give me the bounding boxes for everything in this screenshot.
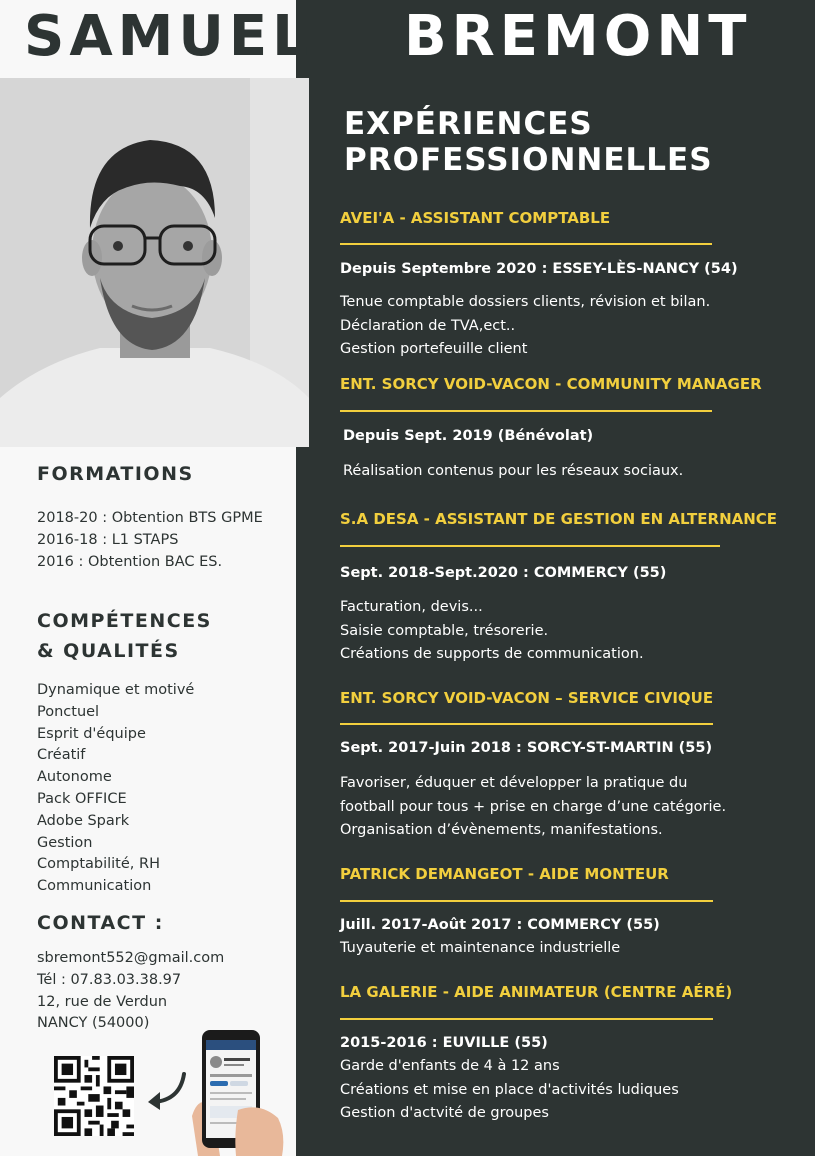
description-line: Saisie comptable, trésorerie. bbox=[340, 622, 549, 639]
list-item: Esprit d'équipe bbox=[37, 725, 146, 742]
divider bbox=[340, 723, 713, 725]
job-description bbox=[340, 291, 710, 362]
job-period: Depuis Sept. 2019 (Bénévolat) bbox=[343, 428, 594, 444]
phone-linkedin-icon bbox=[190, 1026, 286, 1156]
list-item: Adobe Spark bbox=[37, 812, 130, 829]
job-period: Sept. 2017-Juin 2018 : SORCY-ST-MARTIN (55) bbox=[340, 740, 713, 756]
list-item: Ponctuel bbox=[37, 703, 100, 720]
formations-list bbox=[37, 508, 263, 573]
list-item: 2016 : Obtention BAC ES. bbox=[37, 553, 223, 570]
description-line: Créations de supports de communication. bbox=[340, 646, 644, 662]
description-line: Créations et mise en place d'activités ludiques bbox=[340, 1081, 679, 1098]
formations-heading: FORMATIONS bbox=[37, 463, 194, 485]
list-item: 2016-18 : L1 STAPS bbox=[37, 531, 179, 548]
contact-list bbox=[37, 948, 224, 1035]
description-line: Gestion d'actvité de groupes bbox=[340, 1105, 549, 1121]
list-item: Dynamique et motivé bbox=[37, 682, 195, 698]
address-city: NANCY (54000) bbox=[37, 1015, 150, 1032]
divider bbox=[340, 545, 720, 547]
job-title: PATRICK DEMANGEOT - AIDE MONTEUR bbox=[340, 865, 669, 883]
email-link[interactable]: sbremont552@gmail.com bbox=[37, 950, 225, 966]
curved-arrow-icon bbox=[144, 1070, 192, 1114]
divider bbox=[340, 243, 712, 245]
description-line: football pour tous + prise en charge d’une catégorie. bbox=[340, 798, 727, 815]
list-item: Autonome bbox=[37, 769, 112, 786]
job-title: LA GALERIE - AIDE ANIMATEUR (CENTRE AÉRÉ) bbox=[340, 983, 733, 1001]
description-line: Garde d'enfants de 4 à 12 ans bbox=[340, 1058, 560, 1074]
description-line: Organisation d’évènements, manifestations. bbox=[340, 822, 663, 838]
experiences-heading bbox=[344, 106, 713, 178]
description-line: Gestion portefeuille client bbox=[340, 341, 528, 357]
job-period: Depuis Septembre 2020 : ESSEY-LÈS-NANCY (54) bbox=[340, 261, 738, 277]
description-line: Tenue comptable dossiers clients, révision et bilan. bbox=[340, 294, 711, 310]
phone-text: Tél : 07.83.03.38.97 bbox=[37, 971, 182, 988]
list-item: Communication bbox=[37, 878, 152, 895]
job-title: S.A DESA - ASSISTANT DE GESTION EN ALTERNANCE bbox=[340, 510, 778, 528]
list-item: Pack OFFICE bbox=[37, 790, 127, 807]
competences-heading bbox=[37, 606, 212, 666]
job-description bbox=[340, 772, 726, 843]
list-item: Créatif bbox=[37, 747, 86, 764]
contact-heading: CONTACT : bbox=[37, 912, 164, 934]
description-line: Déclaration de TVA,ect.. bbox=[340, 317, 516, 334]
description-line: Tuyauterie et maintenance industrielle bbox=[340, 940, 621, 956]
list-item: 2018-20 : Obtention BTS GPME bbox=[37, 510, 263, 526]
divider bbox=[340, 900, 713, 902]
description-line: Favoriser, éduquer et développer la pratique du bbox=[340, 775, 688, 791]
job-description bbox=[343, 460, 683, 484]
list-item: Comptabilité, RH bbox=[37, 856, 160, 873]
qr-code-icon[interactable] bbox=[54, 1056, 134, 1136]
job-description bbox=[340, 596, 644, 667]
job-title: ENT. SORCY VOID-VACON - COMMUNITY MANAGER bbox=[340, 375, 762, 393]
divider bbox=[340, 1018, 713, 1020]
list-item: Gestion bbox=[37, 834, 93, 851]
competences-heading-line2: & QUALITÉS bbox=[37, 640, 180, 662]
address-line: 12, rue de Verdun bbox=[37, 993, 168, 1010]
description-line: Facturation, devis... bbox=[340, 599, 483, 615]
job-period: 2015-2016 : EUVILLE (55) bbox=[340, 1035, 548, 1051]
job-title: ENT. SORCY VOID-VACON – SERVICE CIVIQUE bbox=[340, 689, 714, 707]
job-title: AVEI'A - ASSISTANT COMPTABLE bbox=[340, 209, 611, 227]
job-description bbox=[340, 1055, 679, 1126]
profile-photo bbox=[0, 78, 309, 447]
divider bbox=[340, 410, 712, 412]
first-name: SAMUEL bbox=[24, 4, 313, 69]
job-description bbox=[340, 937, 620, 961]
last-name: BREMONT bbox=[404, 4, 752, 69]
job-period: Juill. 2017-Août 2017 : COMMERCY (55) bbox=[340, 917, 660, 933]
experiences-heading-line1: EXPÉRIENCES bbox=[344, 106, 593, 142]
competences-list bbox=[37, 680, 194, 898]
portrait-illustration bbox=[0, 78, 309, 447]
description-line: Réalisation contenus pour les réseaux sociaux. bbox=[343, 463, 684, 479]
experiences-heading-line2: PROFESSIONNELLES bbox=[344, 142, 713, 178]
job-period: Sept. 2018-Sept.2020 : COMMERCY (55) bbox=[340, 565, 667, 581]
competences-heading-line1: COMPÉTENCES bbox=[37, 610, 212, 632]
